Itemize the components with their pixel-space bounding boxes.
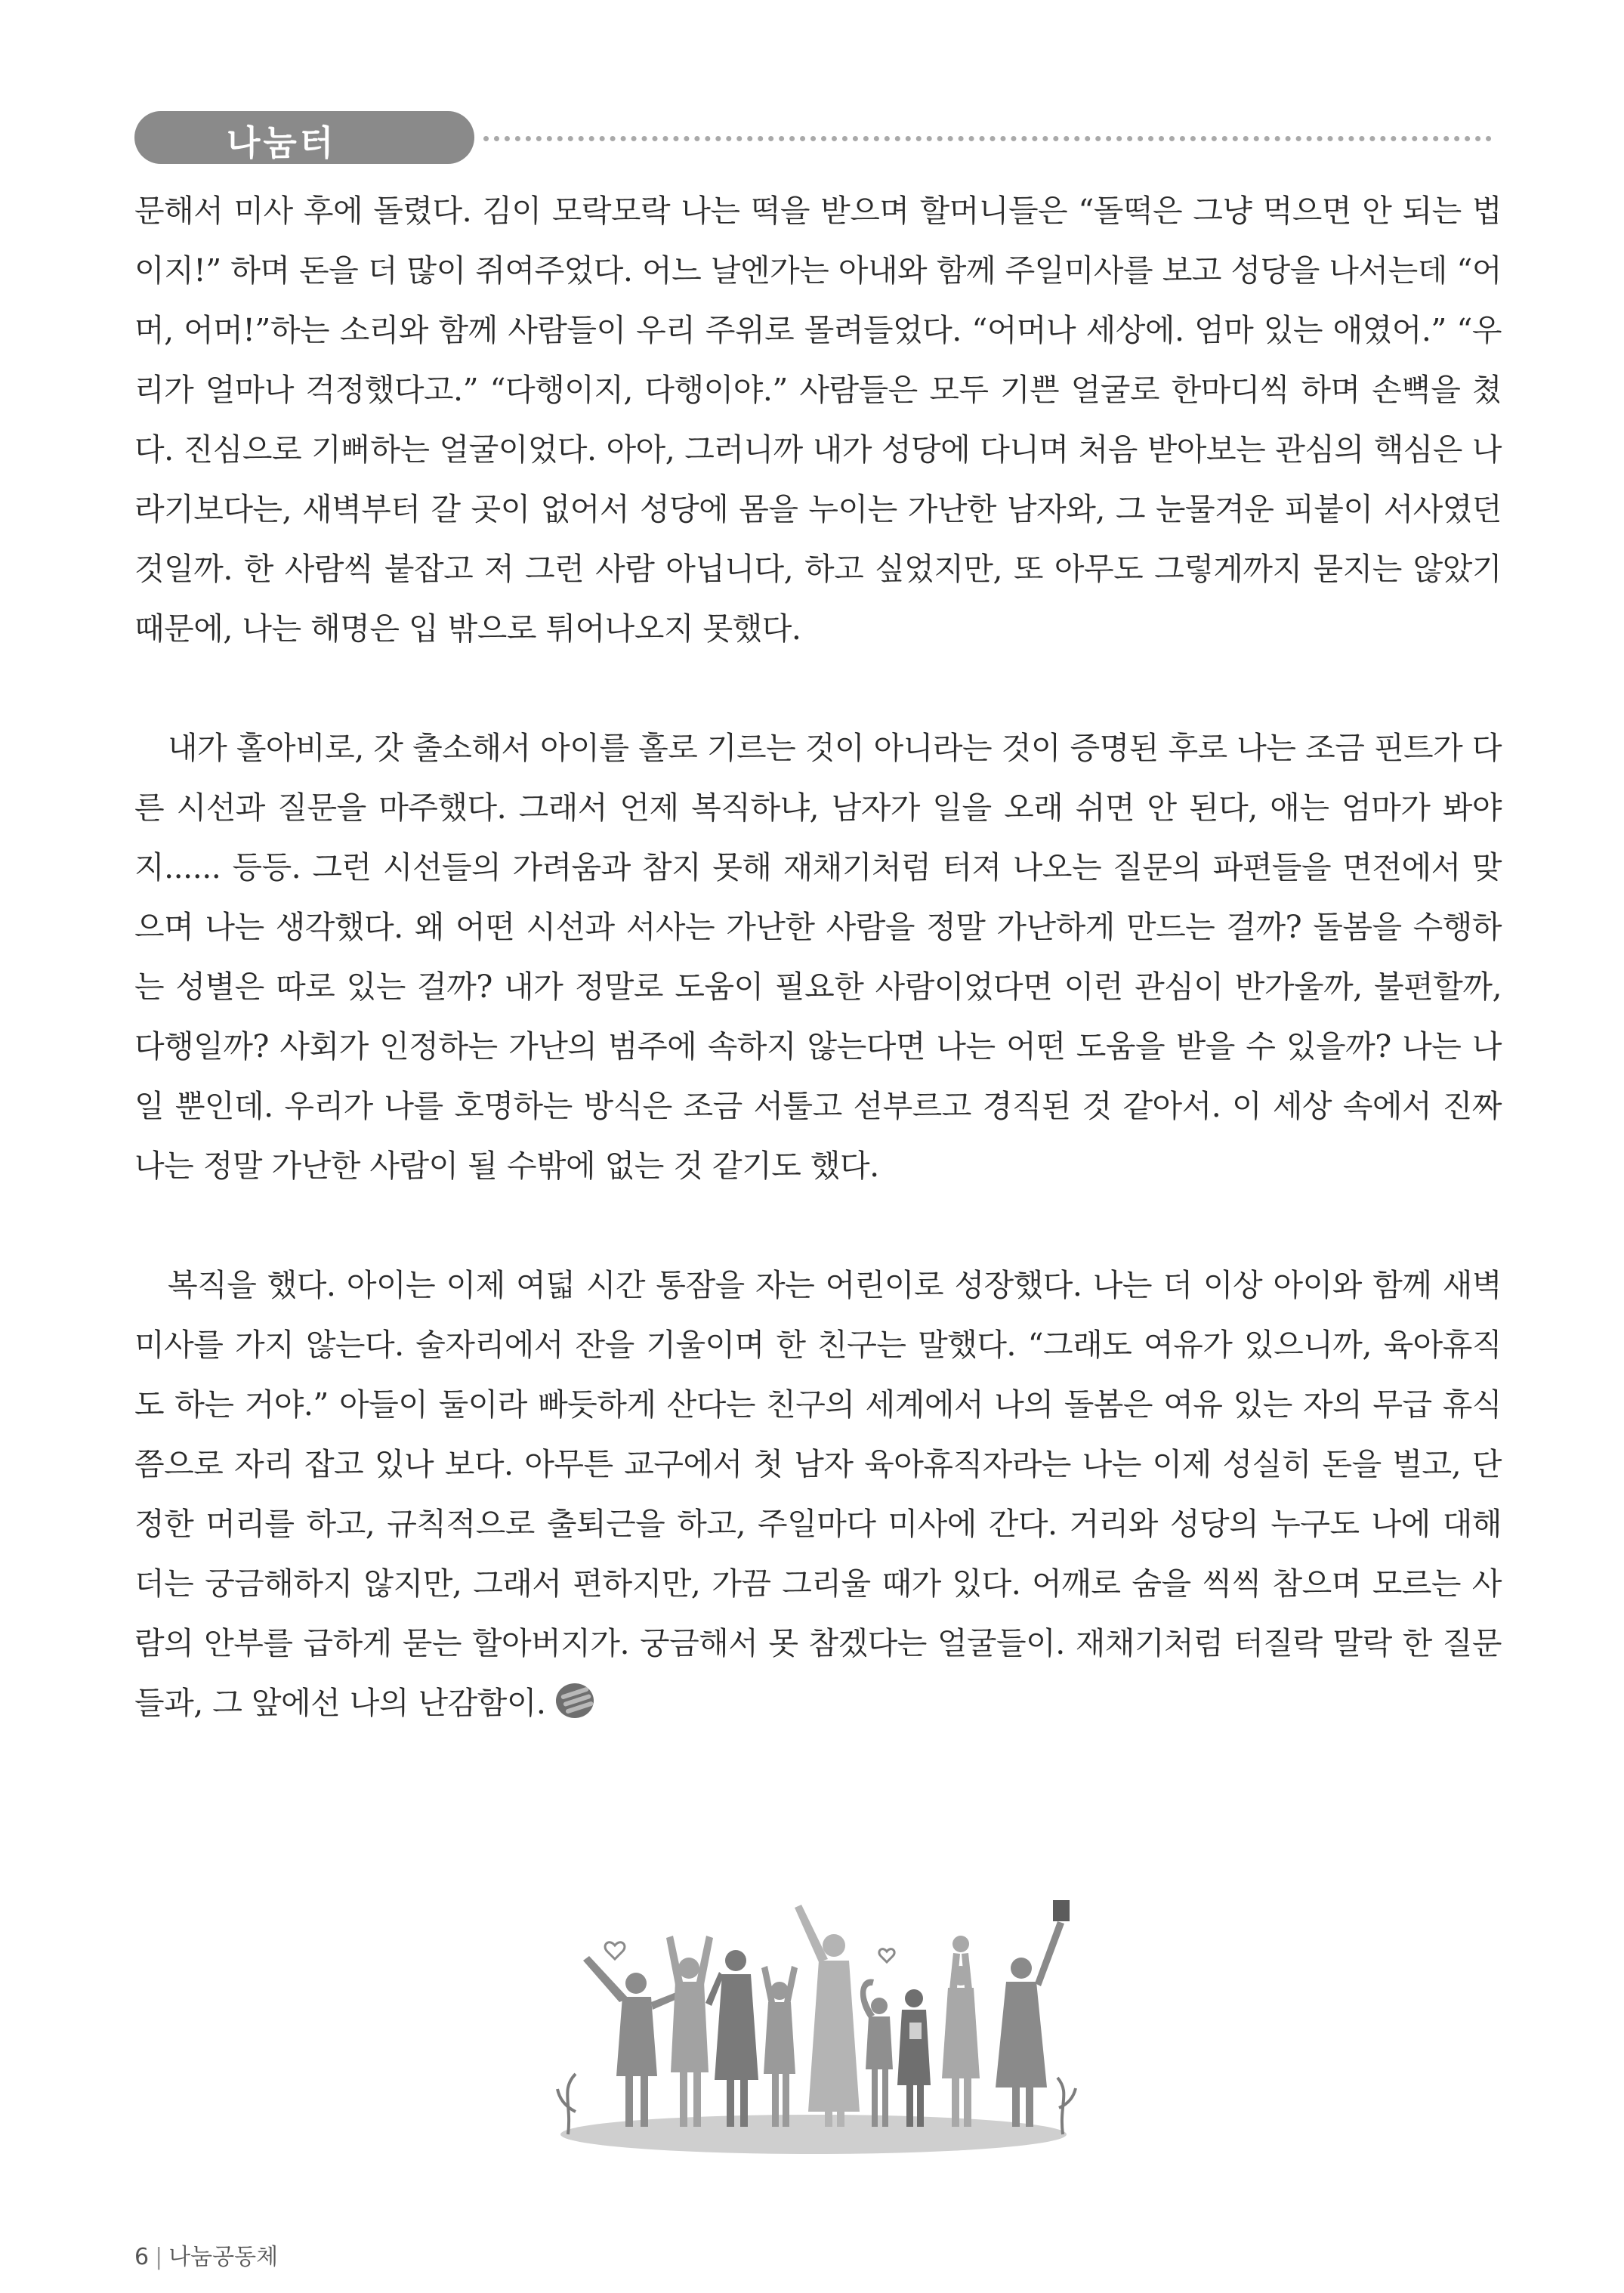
paragraph-1: 문해서 미사 후에 돌렸다. 김이 모락모락 나는 떡을 받으며 할머니들은 “돌떡은 그냥 먹으면 안 되는 법이지!” 하며 돈을 더 많이 쥐여주었다. 어느 날엔가는 아내와 함께 주일미사를 보고 성당을 나서는데 “어머, 어머!”하는 소리와 함께 사람들이 우리 주위로 몰려들었다. “어머나 세상에. 엄마 있는 애였어.” “우리가 얼마나 걱정했다고.” “다행이지, 다행이야.” 사람들은 모두 기쁜 얼굴로 한마디씩 하며 손뼉을 쳤다. 진심으로 기뻐하는 얼굴이었다. 아아, 그러니까 내가 성당에 다니며 처음 받아보는 관심의 핵심은 나라기보다는, 새벽부터 갈 곳이 없어서 성당에 몸을 누이는 가난한 남자와, 그 눈물겨운 피붙이 서사였던 것일까. 한 사람씩 붙잡고 저 그런 사람 아닙니다, 하고 싶었지만, 또 아무도 그렇게까지 묻지는 않았기 때문에, 나는 해명은 입 밖으로 튀어나오지 못했다.: [134, 193, 1502, 647]
paragraph-2: 내가 홀아비로, 갓 출소해서 아이를 홀로 기르는 것이 아니라는 것이 증명된 후로 나는 조금 핀트가 다른 시선과 질문을 마주했다. 그래서 언제 복직하냐, 남자가 일을 오래 쉬면 안 된다, 애는 엄마가 봐야지...... 등등. 그런 시선들의 가려움과 참지 못해 재채기처럼 터져 나오는 질문의 파편들을 면전에서 맞으며 나는 생각했다. 왜 어떤 시선과 서사는 가난한 사람을 정말 가난하게 만드는 걸까? 돌봄을 수행하는 성별은 따로 있는 걸까? 내가 정말로 도움이 필요한 사람이었다면 이런 관심이 반가울까, 불편할까, 다행일까? 사회가 인정하는 가난의 범주에 속하지 않는다면 나는 어떤 도움을 받을 수 있을까? 나는 나일 뿐인데. 우리가 나를 호명하는 방식은 조금 서툴고 섣부르고 경직된 것 같아서. 이 세상 속에서 진짜 나는 정말 가난한 사람이 될 수밖에 없는 것 같기도 했다.: [134, 730, 1502, 1184]
end-mark-icon: [556, 1683, 594, 1718]
people-celebrating-illustration: [538, 1855, 1089, 2157]
publication-name: 나눔공동체: [168, 2244, 279, 2270]
footer-separator: |: [155, 2244, 163, 2270]
paragraph-3-text: 복직을 했다. 아이는 이제 여덟 시간 통잠을 자는 어린이로 성장했다. 나는 더 이상 아이와 함께 새벽 미사를 가지 않는다. 술자리에서 잔을 기울이며 한 친구는 말했다. “그래도 여유가 있으니까, 육아휴직도 하는 거야.” 아들이 둘이라 빠듯하게 산다는 친구의 세계에서 나의 돌봄은 여유 있는 자의 무급 휴식쯤으로 자리 잡고 있나 보다. 아무튼 교구에서 첫 남자 육아휴직자라는 나는 이제 성실히 돈을 벌고, 단정한 머리를 하고, 규칙적으로 출퇴근을 하고, 주일마다 미사에 간다. 거리와 성당의 누구도 나에 대해 더는 궁금해하지 않지만, 그래서 편하지만, 가끔 그리울 때가 있다. 어깨로 숨을 씩씩 참으며 모르는 사람의 안부를 급하게 묻는 할아버지가. 궁금해서 못 참겠다는 얼굴들이. 재채기처럼 터질락 말락 한 질문들과, 그 앞에선 나의 난감함이.: [134, 1267, 1502, 1721]
header-dotted-rule: [483, 136, 1492, 141]
page-footer: [134, 2238, 278, 2271]
section-label: 나눔터: [227, 122, 337, 163]
paragraph-3: [134, 1256, 1502, 1733]
section-tab: [134, 111, 474, 164]
page-number: 6: [134, 2244, 150, 2270]
article-body: [134, 181, 1502, 1733]
